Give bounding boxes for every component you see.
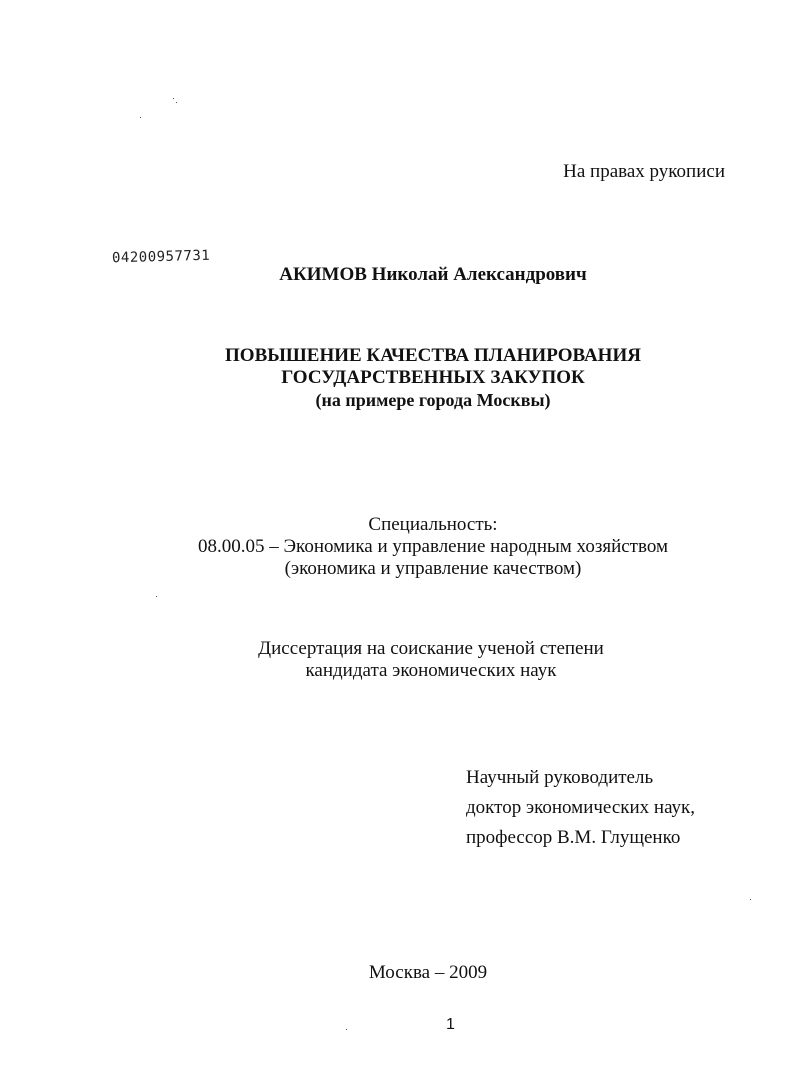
city-year: Москва – 2009 — [368, 962, 488, 983]
degree-block — [0, 638, 793, 682]
scan-speck — [140, 117, 141, 118]
scan-speck — [173, 98, 174, 99]
advisor-block — [466, 763, 695, 853]
title-subtitle: (на примере города Москвы) — [315, 390, 551, 410]
scan-speck — [176, 102, 177, 103]
title-line-1: ПОВЫШЕНИЕ КАЧЕСТВА ПЛАНИРОВАНИЯ — [225, 345, 641, 366]
rights-notice: На правах рукописи — [563, 161, 725, 182]
page-number: 1 — [446, 1016, 455, 1033]
dissertation-line-1: Диссертация на соискание ученой степени — [258, 638, 604, 659]
specialty-code-line: 08.00.05 – Экономика и управление народным хозяйством — [198, 536, 668, 557]
author-name: АКИМОВ Николай Александрович — [279, 264, 587, 285]
specialty-label: Специальность: — [368, 514, 498, 535]
scan-speck — [156, 596, 157, 597]
registry-number-stamp: 04200957731 — [111, 247, 211, 267]
advisor-name: профессор В.М. Глущенко — [466, 827, 681, 848]
scan-speck — [346, 1029, 347, 1030]
dissertation-title — [0, 345, 793, 411]
dissertation-line-2: кандидата экономических наук — [305, 660, 557, 681]
specialty-detail: (экономика и управление качеством) — [284, 558, 582, 579]
title-line-2: ГОСУДАРСТВЕННЫХ ЗАКУПОК — [281, 367, 585, 388]
advisor-role: Научный руководитель — [466, 767, 654, 788]
advisor-degree: доктор экономических наук, — [466, 797, 696, 818]
scan-speck — [750, 899, 751, 900]
specialty-block — [0, 514, 793, 580]
